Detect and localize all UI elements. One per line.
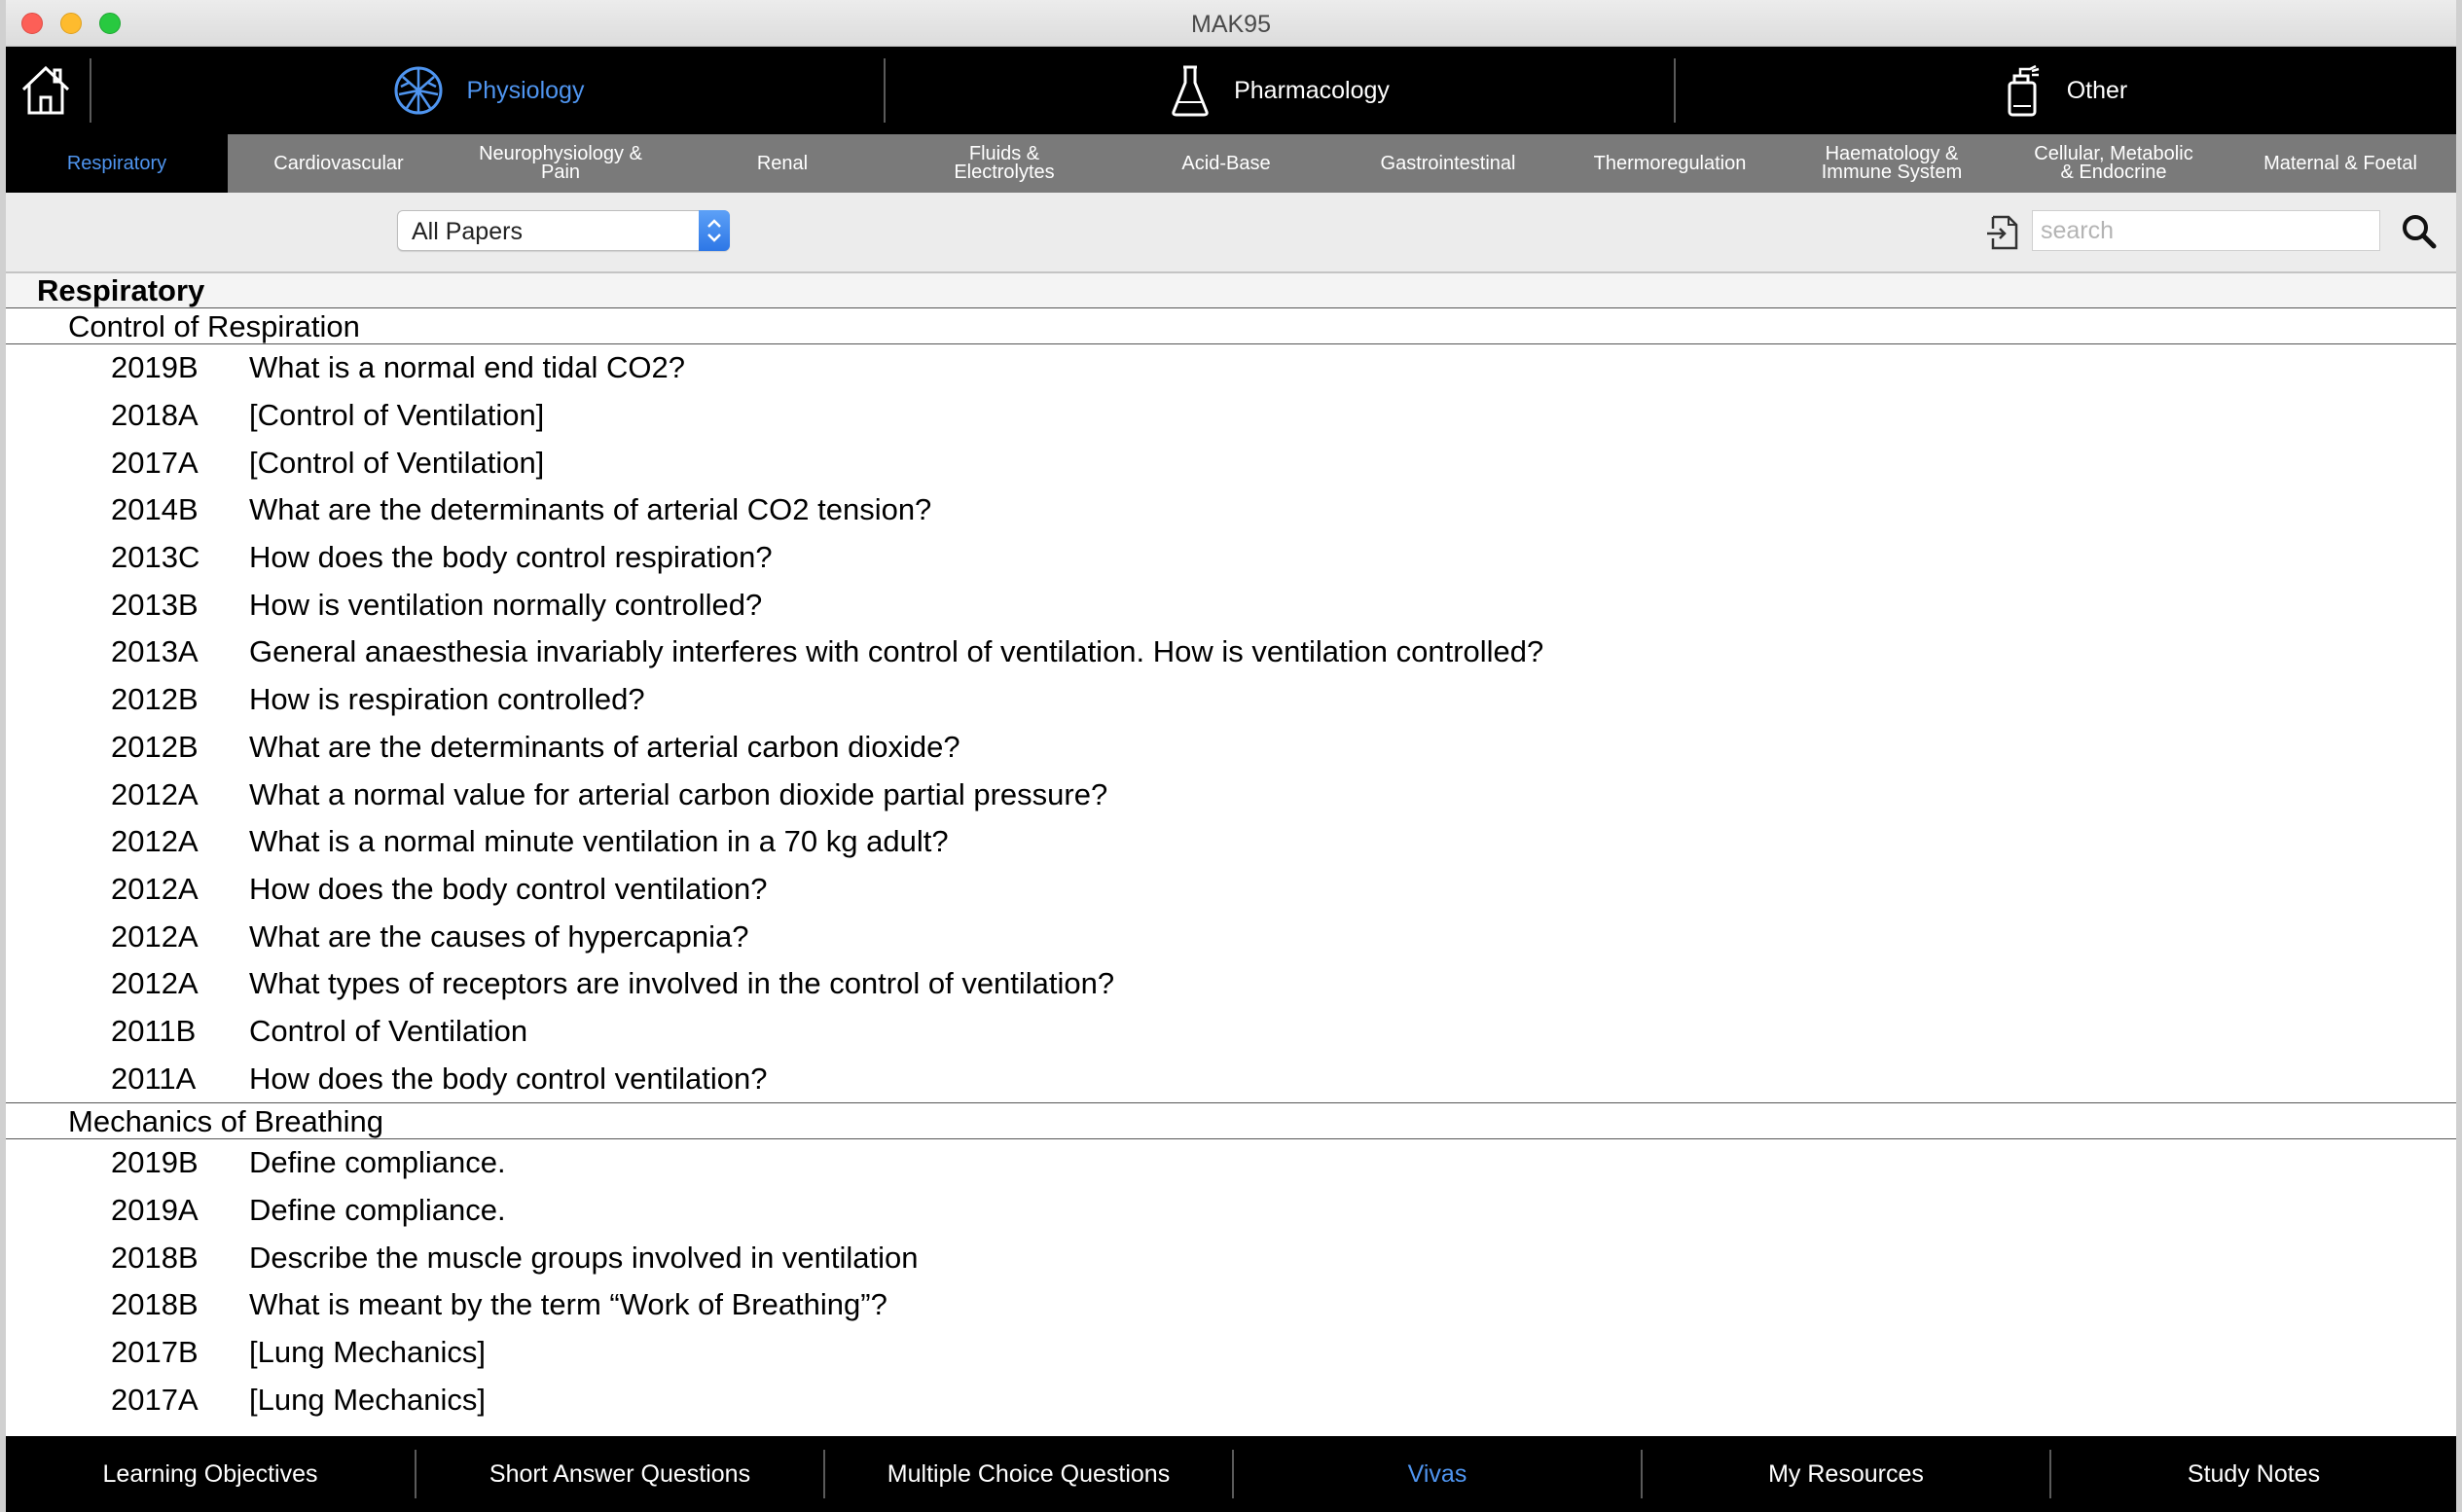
question-text: [Lung Mechanics] bbox=[249, 1382, 486, 1417]
paper-label: 2012A bbox=[111, 918, 199, 954]
list-item[interactable] bbox=[6, 1055, 2456, 1102]
tab-study-notes[interactable]: Study Notes bbox=[2187, 1459, 2321, 1488]
paper-label: 2011A bbox=[111, 1061, 197, 1096]
tab-acid-base[interactable]: Acid-Base bbox=[1181, 152, 1271, 174]
list-item[interactable] bbox=[6, 1187, 2456, 1235]
nav-divider bbox=[90, 58, 91, 123]
paper-label: 2013A bbox=[111, 634, 199, 669]
paper-label: 2019A bbox=[111, 1193, 199, 1228]
nav-pharmacology-label: Pharmacology bbox=[1234, 76, 1390, 104]
paper-label: 2018B bbox=[111, 1240, 199, 1275]
paper-label: 2012A bbox=[111, 966, 199, 1001]
export-document-icon[interactable] bbox=[1985, 213, 2020, 252]
question-text: What are the determinants of arterial CO2 tension? bbox=[249, 492, 932, 527]
list-item[interactable] bbox=[6, 1329, 2456, 1377]
list-item[interactable] bbox=[6, 1234, 2456, 1281]
paper-label: 2012A bbox=[111, 824, 199, 859]
tab-thermoregulation[interactable]: Thermoregulation bbox=[1593, 152, 1747, 174]
list-item[interactable] bbox=[6, 676, 2456, 724]
tab-fluids-electrolytes[interactable]: Fluids & Electrolytes bbox=[954, 143, 1055, 183]
question-text: How does the body control ventilation? bbox=[249, 871, 768, 906]
list-item[interactable] bbox=[6, 724, 2456, 772]
paper-label: 2019B bbox=[111, 1145, 199, 1180]
question-text: What is a normal minute ventilation in a 70 kg adult? bbox=[249, 824, 949, 859]
question-text: Define compliance. bbox=[249, 1193, 506, 1228]
nav-physiology[interactable] bbox=[93, 47, 884, 134]
subtopic-tabs bbox=[6, 134, 2456, 193]
list-item[interactable] bbox=[6, 581, 2456, 629]
paper-label: 2014B bbox=[111, 492, 199, 527]
list-item[interactable] bbox=[6, 534, 2456, 582]
section-title: Respiratory bbox=[6, 272, 2456, 307]
tab-multiple-choice-questions[interactable]: Multiple Choice Questions bbox=[887, 1459, 1171, 1488]
question-text: What types of receptors are involved in the control of ventilation? bbox=[249, 966, 1115, 1001]
home-icon bbox=[16, 60, 76, 121]
paper-label: 2011B bbox=[111, 1013, 197, 1048]
bottom-tab-bar bbox=[6, 1436, 2456, 1512]
list-item[interactable] bbox=[6, 1139, 2456, 1187]
question-text: Describe the muscle groups involved in ventilation bbox=[249, 1240, 919, 1275]
paper-label: 2018B bbox=[111, 1287, 199, 1322]
paper-label: 2012A bbox=[111, 871, 199, 906]
nav-other[interactable] bbox=[1676, 47, 2456, 134]
list-item[interactable] bbox=[6, 439, 2456, 486]
question-text: [Control of Ventilation] bbox=[249, 445, 545, 480]
tab-cellular-metabolic-endocrine[interactable]: Cellular, Metabolic & Endocrine bbox=[2034, 143, 2193, 183]
question-text: Define compliance. bbox=[249, 1145, 506, 1180]
question-text: Control of Ventilation bbox=[249, 1013, 528, 1048]
spray-bottle-icon bbox=[2005, 63, 2044, 118]
question-text: What is a normal end tidal CO2? bbox=[249, 350, 685, 385]
home-button[interactable] bbox=[16, 60, 76, 121]
list-item[interactable] bbox=[6, 344, 2456, 392]
paper-label: 2012B bbox=[111, 682, 199, 717]
question-text: What are the causes of hypercapnia? bbox=[249, 918, 749, 954]
nav-physiology-label: Physiology bbox=[466, 76, 585, 104]
question-text: How is ventilation normally controlled? bbox=[249, 587, 763, 622]
filter-toolbar bbox=[6, 193, 2456, 272]
paper-filter-value: All Papers bbox=[412, 218, 523, 245]
question-text: [Lung Mechanics] bbox=[249, 1335, 486, 1370]
tab-short-answer-questions[interactable]: Short Answer Questions bbox=[489, 1459, 751, 1488]
question-text: How does the body control respiration? bbox=[249, 540, 773, 575]
title-bar bbox=[6, 0, 2456, 47]
chevron-updown-icon bbox=[699, 210, 730, 251]
tab-cardiovascular[interactable]: Cardiovascular bbox=[273, 152, 404, 174]
tab-learning-objectives[interactable]: Learning Objectives bbox=[102, 1459, 318, 1488]
tab-maternal-foetal[interactable]: Maternal & Foetal bbox=[2263, 152, 2417, 174]
topic-header-control-of-respiration[interactable]: Control of Respiration bbox=[6, 307, 2456, 344]
list-item[interactable] bbox=[6, 392, 2456, 440]
question-text: General anaesthesia invariably interferes with control of ventilation. How is ventilation controlled? bbox=[249, 634, 1544, 669]
flask-icon bbox=[1170, 63, 1211, 118]
tab-my-resources[interactable]: My Resources bbox=[1768, 1459, 1924, 1488]
app-window bbox=[6, 0, 2456, 1512]
tab-neurophysiology-pain[interactable]: Neurophysiology & Pain bbox=[479, 143, 642, 183]
brain-icon bbox=[393, 65, 444, 116]
paper-label: 2012A bbox=[111, 776, 199, 811]
window-title: MAK95 bbox=[1191, 11, 1271, 38]
list-item[interactable] bbox=[6, 818, 2456, 866]
question-text: How does the body control ventilation? bbox=[249, 1061, 768, 1096]
search-input[interactable] bbox=[2032, 210, 2380, 251]
paper-filter-select[interactable] bbox=[397, 210, 730, 251]
list-item[interactable] bbox=[6, 1008, 2456, 1056]
tab-respiratory[interactable]: Respiratory bbox=[6, 134, 228, 193]
list-item[interactable] bbox=[6, 866, 2456, 914]
paper-label: 2017A bbox=[111, 1382, 199, 1417]
question-text: How is respiration controlled? bbox=[249, 682, 645, 717]
tab-haematology-immune[interactable]: Haematology & Immune System bbox=[1821, 143, 1963, 183]
question-text: What are the determinants of arterial carbon dioxide? bbox=[249, 729, 960, 764]
search-icon[interactable] bbox=[2400, 212, 2439, 251]
question-text: [Control of Ventilation] bbox=[249, 398, 545, 433]
main-nav bbox=[6, 47, 2456, 134]
tab-vivas[interactable]: Vivas bbox=[1407, 1459, 1467, 1488]
nav-other-label: Other bbox=[2066, 76, 2128, 104]
list-item[interactable] bbox=[6, 1281, 2456, 1329]
list-item[interactable] bbox=[6, 960, 2456, 1008]
paper-label: 2012B bbox=[111, 729, 199, 764]
paper-label: 2018A bbox=[111, 398, 199, 433]
questions-list bbox=[6, 272, 2456, 1436]
paper-label: 2017B bbox=[111, 1335, 199, 1370]
paper-label: 2017A bbox=[111, 445, 199, 480]
paper-label: 2013B bbox=[111, 587, 199, 622]
list-item[interactable] bbox=[6, 629, 2456, 676]
list-item[interactable] bbox=[6, 913, 2456, 960]
question-text: What is meant by the term “Work of Breathing”? bbox=[249, 1287, 887, 1322]
tab-renal[interactable]: Renal bbox=[756, 152, 809, 174]
list-item[interactable] bbox=[6, 1376, 2456, 1423]
paper-label: 2013C bbox=[111, 540, 200, 575]
paper-label: 2019B bbox=[111, 350, 199, 385]
question-text: What a normal value for arterial carbon dioxide partial pressure? bbox=[249, 776, 1108, 811]
tab-gastrointestinal[interactable]: Gastrointestinal bbox=[1380, 152, 1516, 174]
list-item[interactable] bbox=[6, 486, 2456, 534]
list-item[interactable] bbox=[6, 771, 2456, 818]
nav-pharmacology[interactable] bbox=[886, 47, 1674, 134]
topic-header-mechanics-of-breathing[interactable]: Mechanics of Breathing bbox=[6, 1102, 2456, 1139]
